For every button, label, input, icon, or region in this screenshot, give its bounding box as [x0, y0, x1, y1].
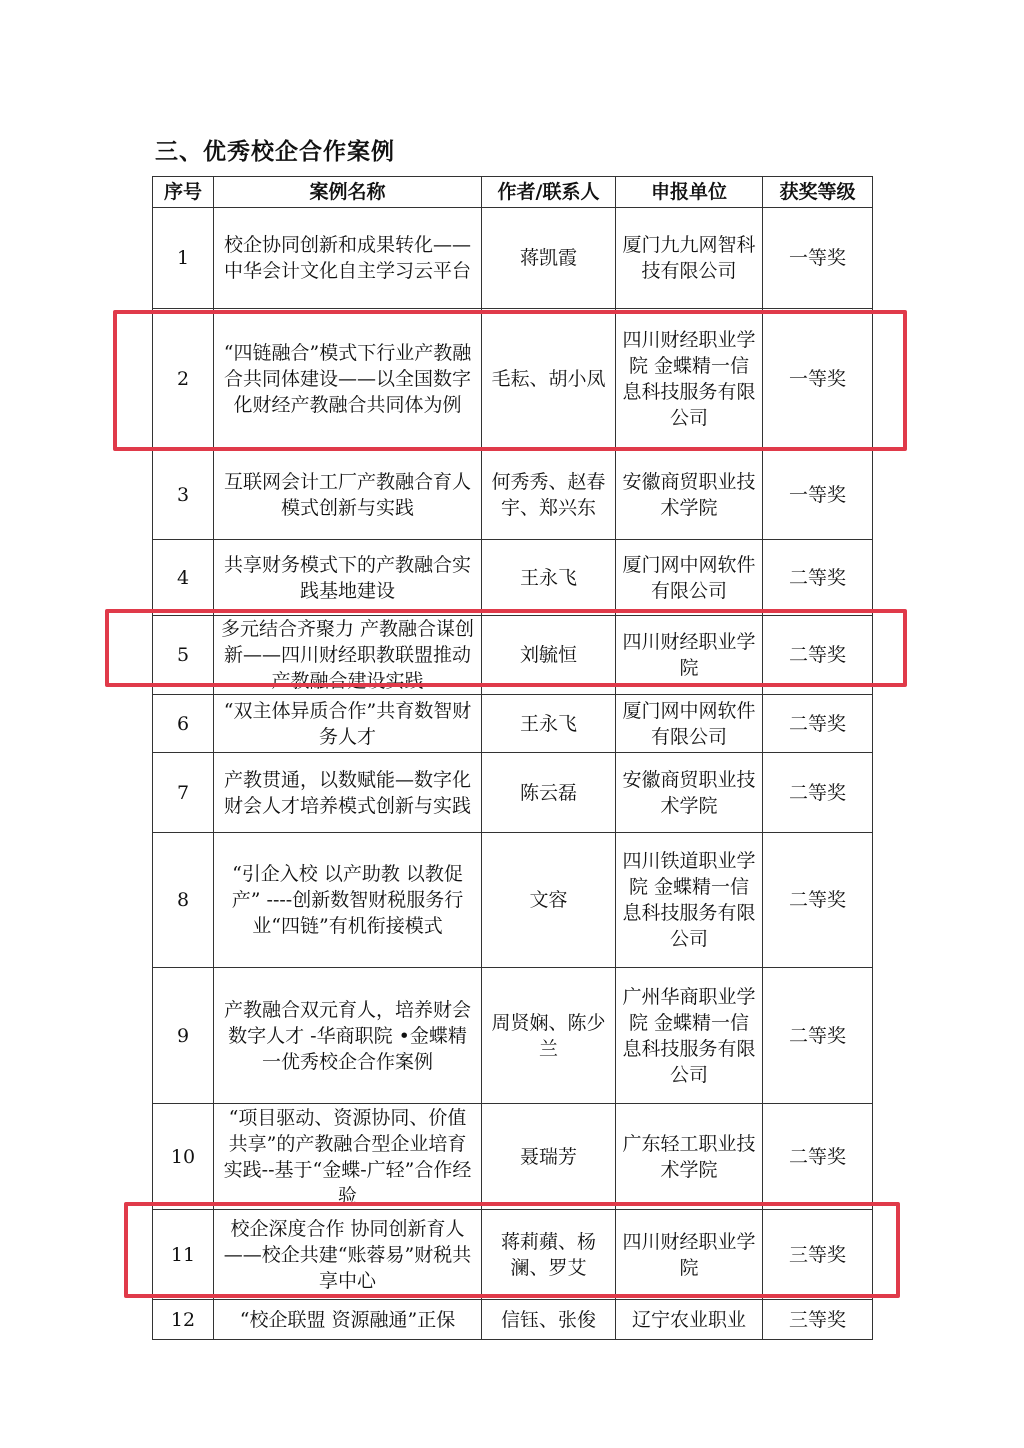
- row-unit: 四川财经职业学院: [616, 616, 763, 695]
- row-case-name: 产教融合双元育人，培养财会数字人才 -华商职院 •金蝶精一优秀校企合作案例: [214, 968, 482, 1104]
- row-unit: 厦门网中网软件有限公司: [616, 540, 763, 616]
- header-author: 作者/联系人: [482, 177, 616, 208]
- row-award: 二等奖: [763, 968, 873, 1104]
- row-author: 刘毓恒: [482, 616, 616, 695]
- row-author: 蒋凯霞: [482, 208, 616, 309]
- row-no: 8: [153, 833, 214, 968]
- row-author: 陈云磊: [482, 753, 616, 833]
- row-award: 二等奖: [763, 540, 873, 616]
- row-award: 一等奖: [763, 208, 873, 309]
- table-row: [153, 753, 873, 833]
- row-no: 3: [153, 450, 214, 540]
- table-header-row: [153, 177, 873, 208]
- table-row: [153, 1300, 873, 1340]
- row-author: 王永飞: [482, 540, 616, 616]
- header-case-name: 案例名称: [214, 177, 482, 208]
- header-award: 获奖等级: [763, 177, 873, 208]
- table-row: [153, 833, 873, 968]
- row-unit: 厦门九九网智科技有限公司: [616, 208, 763, 309]
- table-row: [153, 695, 873, 753]
- header-no: 序号: [153, 177, 214, 208]
- row-no: 9: [153, 968, 214, 1104]
- table-row: [153, 540, 873, 616]
- row-award: 二等奖: [763, 753, 873, 833]
- row-no: 7: [153, 753, 214, 833]
- highlight-box-row-2: [113, 310, 907, 451]
- row-award: 一等奖: [763, 309, 873, 450]
- table-row: [153, 450, 873, 540]
- row-unit: 四川财经职业学院 金蝶精一信息科技服务有限公司: [616, 309, 763, 450]
- row-unit: 四川铁道职业学院 金蝶精一信息科技服务有限公司: [616, 833, 763, 968]
- row-author: 蒋莉蘋、杨澜、罗艾: [482, 1210, 616, 1300]
- row-author: 周贤娴、陈少兰: [482, 968, 616, 1104]
- row-author: 王永飞: [482, 695, 616, 753]
- row-case-name: “项目驱动、资源协同、价值共享”的产教融合型企业培育实践--基于“金蝶-广轻”合作经验: [214, 1104, 482, 1210]
- row-award: 一等奖: [763, 450, 873, 540]
- row-no: 10: [153, 1104, 214, 1210]
- row-no: 12: [153, 1300, 214, 1340]
- row-award: 二等奖: [763, 1104, 873, 1210]
- row-author: 信钰、张俊: [482, 1300, 616, 1340]
- highlight-box-row-11: [124, 1202, 900, 1298]
- row-no: 6: [153, 695, 214, 753]
- row-unit: 四川财经职业学院: [616, 1210, 763, 1300]
- row-unit: 广东轻工职业技术学院: [616, 1104, 763, 1210]
- row-no: 4: [153, 540, 214, 616]
- row-unit: 广州华商职业学院 金蝶精一信息科技服务有限公司: [616, 968, 763, 1104]
- row-case-name: 校企深度合作 协同创新育人——校企共建“账蓉易”财税共享中心: [214, 1210, 482, 1300]
- row-unit: 厦门网中网软件有限公司: [616, 695, 763, 753]
- table-row: [153, 208, 873, 309]
- row-case-name: “四链融合”模式下行业产教融合共同体建设——以全国数字化财经产教融合共同体为例: [214, 309, 482, 450]
- section-title: 三、优秀校企合作案例: [155, 139, 395, 165]
- row-award: 三等奖: [763, 1300, 873, 1340]
- row-award: 二等奖: [763, 695, 873, 753]
- row-award: 三等奖: [763, 1210, 873, 1300]
- row-case-name: 共享财务模式下的产教融合实践基地建设: [214, 540, 482, 616]
- row-case-name: “引企入校 以产助教 以教促产” ----创新数智财税服务行业“四链”有机衔接模式: [214, 833, 482, 968]
- row-author: 何秀秀、赵春宇、郑兴东: [482, 450, 616, 540]
- row-case-name: 多元结合齐聚力 产教融合谋创新——四川财经职教联盟推动产教融合建设实践: [214, 616, 482, 695]
- table-row: [153, 1104, 873, 1210]
- row-case-name: “双主体异质合作”共育数智财务人才: [214, 695, 482, 753]
- row-no: 11: [153, 1210, 214, 1300]
- row-no: 5: [153, 616, 214, 695]
- row-case-name: 校企协同创新和成果转化——中华会计文化自主学习云平台: [214, 208, 482, 309]
- row-case-name: 产教贯通，以数赋能—数字化财会人才培养模式创新与实践: [214, 753, 482, 833]
- row-unit: 安徽商贸职业技术学院: [616, 753, 763, 833]
- row-case-name: “校企联盟 资源融通”正保: [214, 1300, 482, 1340]
- header-unit: 申报单位: [616, 177, 763, 208]
- row-unit: 辽宁农业职业: [616, 1300, 763, 1340]
- row-author: 聂瑞芳: [482, 1104, 616, 1210]
- row-no: 1: [153, 208, 214, 309]
- highlight-box-row-5: [105, 609, 907, 687]
- row-no: 2: [153, 309, 214, 450]
- row-author: 文容: [482, 833, 616, 968]
- row-unit: 安徽商贸职业技术学院: [616, 450, 763, 540]
- row-award: 二等奖: [763, 616, 873, 695]
- row-award: 二等奖: [763, 833, 873, 968]
- row-author: 毛耘、胡小凤: [482, 309, 616, 450]
- table-row: [153, 968, 873, 1104]
- row-case-name: 互联网会计工厂产教融合育人模式创新与实践: [214, 450, 482, 540]
